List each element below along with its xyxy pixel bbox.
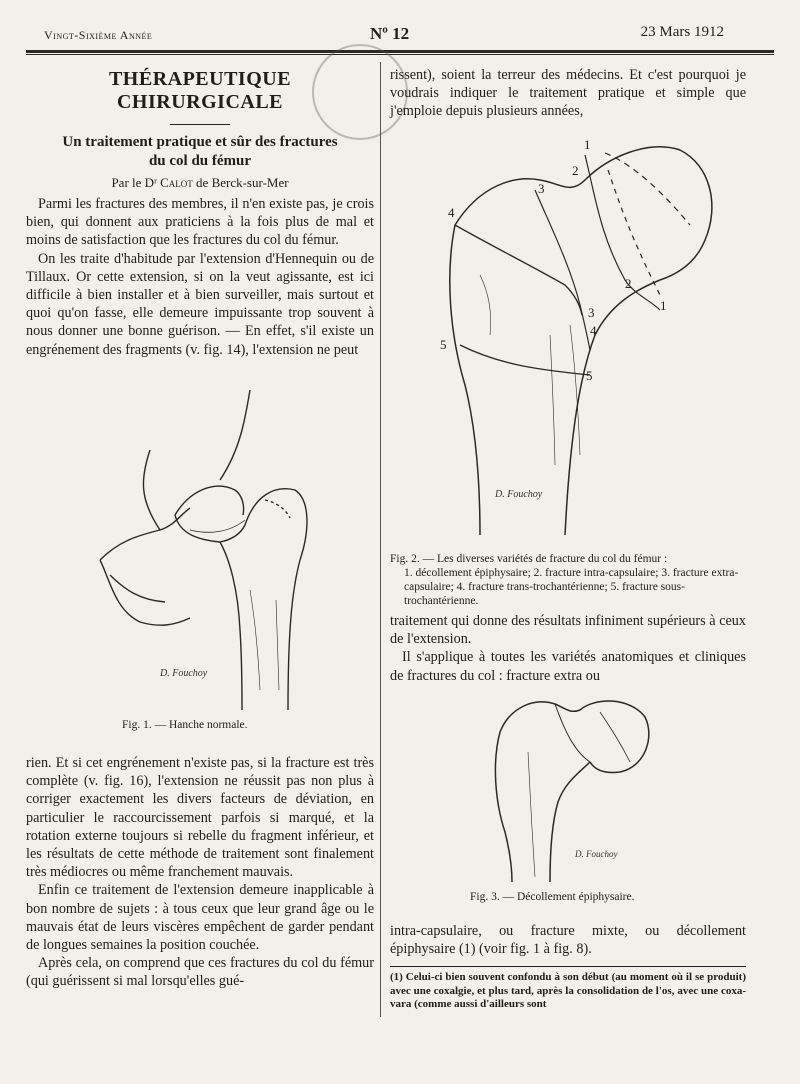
paragraph-r4: intra-capsulaire, ou fracture mixte, ou décollement épiphysaire (1) (voir fig. 1 à fig. 8). [390, 923, 746, 958]
section-title: THÉRAPEUTIQUE CHIRURGICALE [108, 68, 292, 113]
figure-2-caption-lead: Fig. 2. — Les diverses variétés de fracture du col du fémur : [390, 553, 668, 565]
header-rule-thin [26, 54, 774, 55]
fig2-label-4b: 4 [590, 323, 597, 338]
left-column-continued [26, 754, 374, 991]
footnote: (1) Celui-ci bien souvent confondu à son début (au moment où il se produit) avec une coxalgie, et plus tard, après la consolidation de l'os, avec une coxa-vara (comme aussi d'ailleurs sont [390, 971, 746, 1011]
paragraph-5: Après cela, on comprend que ces fractures du col du fémur (qui guérissent si mal lorsqu'elles gué- [26, 955, 374, 990]
right-column-bottom [390, 922, 746, 1012]
figure-1 [80, 390, 340, 730]
article-title-line2: du col du fémur [148, 153, 252, 169]
fracture-varieties-illustration [420, 135, 750, 545]
header-rule [26, 50, 774, 53]
figure-2-caption [390, 552, 752, 608]
figure-3 [470, 692, 670, 903]
fig3-signature: D. Fouchoy [575, 849, 618, 859]
title-rule [170, 124, 230, 125]
byline-author: Calot [160, 175, 193, 190]
fig2-signature: D. Fouchoy [495, 489, 543, 500]
paragraph-2: On les traite d'habitude par l'extension d'Hennequin ou de Tillaux. Or cette extension, si on la veut agissante, est ici difficile à bien installer et à bien surveiller, mais surtout et quoi qu'on fasse, elle demeure impuissante trop souvent à nous donner une bonne guérison. — En effet, s'il existe un engrénement des fragments (v. fig. 14), l'extension ne peut [26, 250, 374, 358]
right-column [390, 66, 746, 121]
paragraph-4: Enfin ce traitement de l'extension demeure inapplicable à bon nombre de sujets : à tous ceux que leur grand âge ou le mauvais état de leurs viscères empêchent de garder pendant de longues semaines la position couchée. [26, 882, 374, 954]
epiphyseal-separation-illustration [480, 692, 670, 882]
paragraph-3: rien. Et si cet engrénement n'existe pas, si la fracture est très complète (v. fig. 16), l'extension ne réussit pas non plus à corriger exactement les divers facteurs de déviation, en particulier le raccourcissement parfois si marqué, et la rotation externe toujours si rebelle du fragment inférieur, et les résultats de cette méthode de traitement sont finalement très médiocres ou même franchement mauvais. [26, 755, 374, 881]
paragraph-r3: Il s'applique à toutes les variétés anatomiques et cliniques de fractures du col : fracture extra ou [390, 649, 746, 684]
article-title-line1: Un traitement pratique et sûr des fractures [62, 134, 338, 150]
fig2-label-1a: 1 [584, 137, 591, 152]
paragraph-r1: rissent), soient la terreur des médecins. Et c'est pourquoi je voudrais indiquer le traitement pratique et simple que j'emploie depuis plusieurs années, [390, 67, 746, 120]
normal-hip-illustration [80, 390, 340, 710]
figure-2-caption-rest: 1. décollement épiphysaire; 2. fracture intra-capsulaire; 3. fracture extra-capsulaire; 4. fracture trans-trochantérienne; 5. fracture sous-trochantérienne. [404, 567, 739, 607]
fig2-label-5a: 5 [440, 337, 447, 352]
fig2-label-2b: 2 [625, 276, 632, 291]
fig1-signature: D. Fouchoy [160, 668, 208, 679]
page-header [44, 22, 724, 48]
byline-prefix: Par le Dʳ [111, 175, 161, 190]
byline-suffix: de Berck-sur-Mer [192, 175, 289, 190]
volume-label: Vingt-Sixième Année [44, 28, 153, 42]
paragraph-1: Parmi les fractures des membres, il n'en existe pas, je crois bien, qui donnent aux praticiens à la fois plus de mal et moins de satisfaction que les fractures du col du fémur. [26, 196, 374, 249]
fig2-label-3a: 3 [538, 181, 545, 196]
right-column-middle [390, 612, 746, 685]
issue-number: Nº 12 [370, 24, 410, 43]
fig2-label-3b: 3 [588, 305, 595, 320]
figure-2 [420, 135, 750, 545]
byline [26, 175, 374, 191]
fig2-label-5b: 5 [586, 368, 593, 383]
fig2-label-4a: 4 [448, 205, 455, 220]
fig2-label-2a: 2 [572, 163, 579, 178]
footnote-rule [390, 966, 746, 967]
column-separator [380, 62, 381, 1017]
fig2-label-1b: 1 [660, 298, 667, 313]
left-column [26, 66, 374, 359]
figure-1-caption: Fig. 1. — Hanche normale. [122, 719, 248, 731]
paragraph-r2: traitement qui donne des résultats infiniment supérieurs à ceux de l'extension. [390, 613, 746, 648]
figure-3-caption: Fig. 3. — Décollement épiphysaire. [470, 891, 635, 903]
issue-date: 23 Mars 1912 [640, 24, 724, 40]
